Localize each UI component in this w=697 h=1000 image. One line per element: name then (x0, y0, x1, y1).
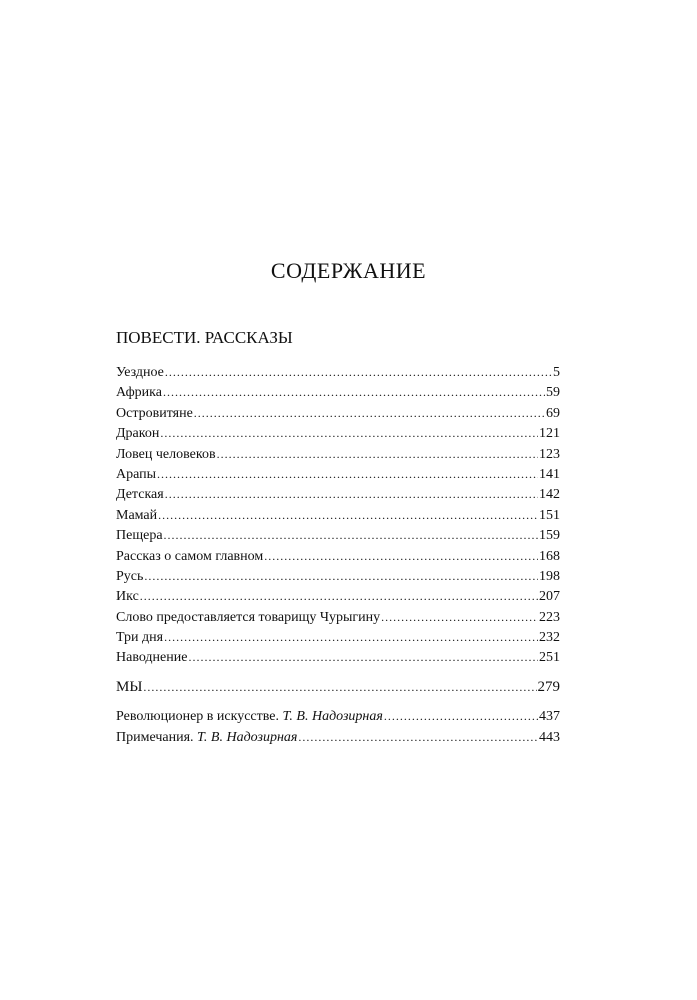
toc-entry-title (116, 587, 139, 606)
toc-entry-page: 198 (539, 568, 560, 584)
toc-entry-novel (116, 677, 560, 697)
dot-leader (143, 677, 536, 697)
toc-entry (116, 546, 560, 566)
dot-leader (140, 586, 538, 606)
dot-leader (144, 566, 538, 586)
toc-entry-page: 151 (539, 507, 560, 523)
stories-list (116, 362, 560, 668)
toc-entry-page: 223 (539, 609, 560, 625)
toc-entry (116, 423, 560, 443)
table-of-contents (116, 362, 560, 747)
toc-entry-title-text: Ловец человеков (116, 446, 216, 462)
toc-entry-author: Т. В. Надозирная (197, 729, 298, 745)
dot-leader (165, 362, 552, 382)
toc-entry (116, 525, 560, 545)
toc-entry-title (116, 445, 216, 464)
toc-entry-page: 232 (539, 630, 560, 646)
toc-entry (116, 464, 560, 484)
toc-entry-title-text: Дракон (116, 426, 160, 442)
toc-entry-title (116, 567, 143, 586)
dot-leader (163, 382, 545, 402)
toc-entry-title (116, 363, 164, 382)
toc-entry (116, 647, 560, 667)
toc-entry-title-text: Три дня (116, 630, 164, 646)
toc-entry (116, 627, 560, 647)
toc-entry-title (116, 424, 159, 443)
toc-entry (116, 484, 560, 504)
dot-leader (188, 647, 538, 667)
toc-entry-page: 69 (546, 405, 560, 421)
dot-leader (381, 607, 538, 627)
toc-entry-title-text: Русь (116, 568, 144, 584)
section-heading: ПОВЕСТИ. РАССКАЗЫ (116, 328, 293, 347)
appendix-list (116, 706, 560, 747)
toc-entry-title-text: Островитяне (116, 405, 193, 421)
dot-leader (158, 505, 538, 525)
toc-entry-title (116, 707, 383, 726)
toc-entry (116, 706, 560, 726)
dot-leader (157, 464, 538, 484)
toc-entry-title (116, 628, 163, 647)
toc-entry (116, 566, 560, 586)
toc-entry-title (116, 547, 263, 566)
dot-leader (264, 546, 538, 566)
dot-leader (160, 423, 538, 443)
dot-leader (298, 727, 538, 747)
toc-entry-title-text: Икс (116, 589, 139, 605)
toc-entry (116, 444, 560, 464)
dot-leader (384, 706, 538, 726)
toc-entry-author: Т. В. Надозирная (282, 709, 383, 725)
toc-entry-title-text: Арапы (116, 466, 157, 482)
toc-entry (116, 505, 560, 525)
toc-entry-page: 159 (539, 528, 560, 544)
toc-entry-title (116, 526, 163, 545)
toc-entry-title (116, 383, 162, 402)
toc-entry-page: 443 (539, 729, 560, 745)
dot-leader (194, 403, 545, 423)
toc-entry-title (116, 648, 187, 667)
toc-entry-page: 168 (539, 548, 560, 564)
toc-entry (116, 727, 560, 747)
toc-entry (116, 362, 560, 382)
toc-entry-page: 141 (539, 466, 560, 482)
toc-entry-page: 279 (537, 678, 560, 695)
dot-leader (164, 627, 538, 647)
toc-entry-title (116, 404, 193, 423)
toc-entry-title-text: Слово предоставляется товарищу Чурыгину (116, 609, 381, 625)
toc-entry-page: 251 (539, 650, 560, 666)
toc-entry-title-text: Рассказ о самом главном (116, 548, 264, 564)
toc-entry-title (116, 485, 164, 504)
toc-entry (116, 382, 560, 402)
toc-entry-title (116, 506, 157, 525)
toc-entry-page: 437 (539, 709, 560, 725)
toc-entry (116, 586, 560, 606)
toc-entry (116, 403, 560, 423)
toc-entry-page: 5 (553, 365, 560, 380)
toc-entry-title-text: Африка (116, 385, 162, 401)
toc-entry-title: МЫ (116, 678, 143, 695)
toc-entry-page: 121 (539, 426, 560, 442)
toc-entry (116, 607, 560, 627)
toc-entry-page: 59 (546, 385, 560, 401)
toc-entry-title-text: Мамай (116, 507, 158, 523)
toc-entry-title-text: Уездное (116, 365, 164, 380)
dot-leader (217, 444, 538, 464)
dot-leader (164, 525, 538, 545)
toc-entry-page: 207 (539, 589, 560, 605)
toc-entry-title-text: Примечания. (116, 729, 194, 745)
toc-entry-page: 123 (539, 446, 560, 462)
toc-entry-title-text: Детская (116, 487, 164, 503)
toc-entry-page: 142 (539, 487, 560, 503)
toc-entry-title (116, 608, 380, 627)
toc-entry-title-text: Пещера (116, 528, 163, 544)
toc-entry-title-text: Наводнение (116, 650, 188, 666)
page-title: СОДЕРЖАНИЕ (270, 258, 427, 283)
dot-leader (165, 484, 538, 504)
toc-entry-title (116, 465, 156, 484)
toc-entry-title (116, 728, 297, 747)
toc-entry-title-text: Революционер в искусстве. (116, 709, 279, 725)
